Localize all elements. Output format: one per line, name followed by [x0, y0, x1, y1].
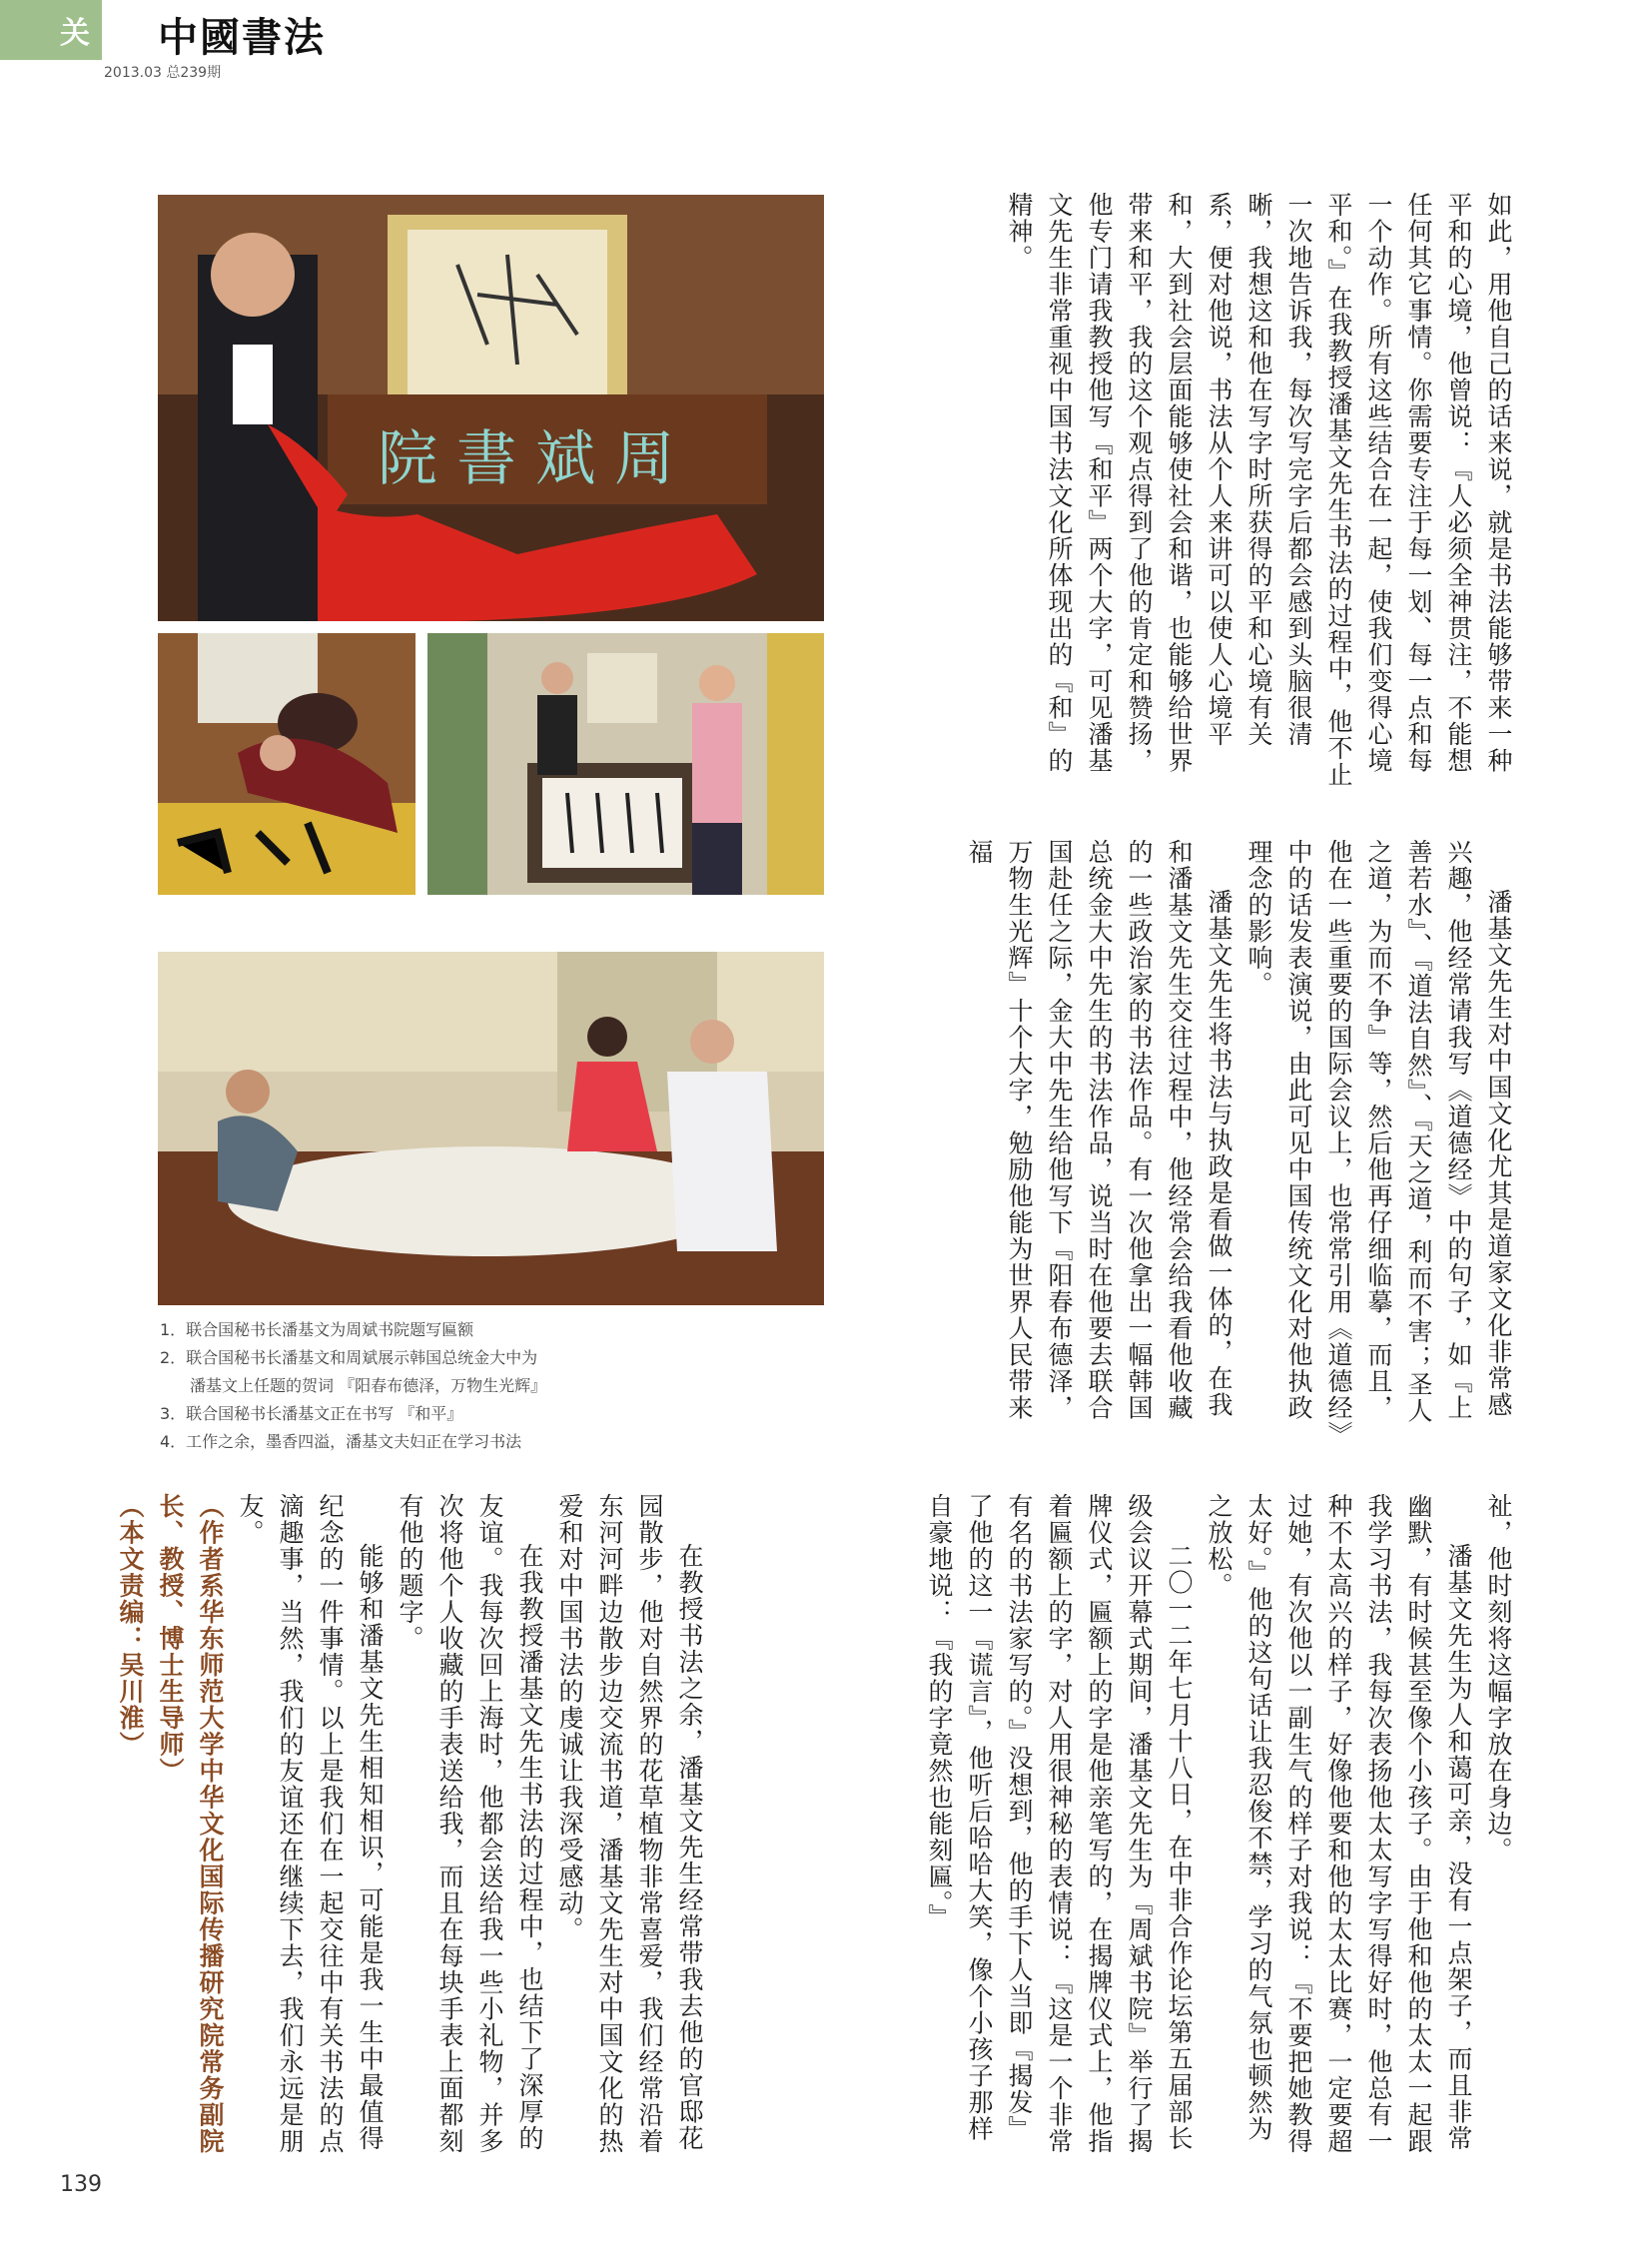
- caption-3: 3．联合国秘书长潘基文正在书写 『和平』: [160, 1404, 463, 1423]
- paragraph: 二〇一二年七月十八日，在中非合作论坛第五届部长级会议开幕式期间，潘基文先生为『周斌书院』举行了揭牌仪式，匾额上的字是他亲笔写的，在揭牌仪式上，他指着匾额上的字，对人用很神秘的表情说：『这是一个非常有名的书法家写的。』没想到，他的手下人当即『揭发』了他的这一『谎言』，他听后哈哈大笑，像个小孩子那样自豪地说：『我的字竟然也能刻匾。』: [925, 1493, 1194, 2155]
- photo-presenting: [427, 633, 824, 895]
- editor-note: （本文责编：吴川淮）: [116, 1493, 145, 1758]
- svg-text:院 書 斌 周: 院 書 斌 周: [378, 424, 675, 494]
- photo-practice: [158, 952, 824, 1305]
- caption-1: 1．联合国秘书长潘基文为周斌书院题写匾额: [160, 1320, 474, 1339]
- caption-2-cont: 潘基文上任题的贺词 『阳春布德泽，万物生光辉』: [190, 1376, 547, 1395]
- caption-4: 4．工作之余，墨香四溢，潘基文夫妇正在学习书法: [160, 1432, 522, 1451]
- page-number: 139: [60, 2172, 102, 2197]
- caption-2: 2．联合国秘书长潘基文和周斌展示韩国总统金大中为: [160, 1348, 538, 1367]
- paragraph: 潘基文先生为人和蔼可亲，没有一点架子，而且非常幽默，有时候甚至像个小孩子。由于他和他的太太一起跟我学习书法，我每次表扬他太太写字写得好时，他总有一种不太高兴的样子，好像他要和他的太太比赛，一定要超过她，有次他以一副生气的样子对我说：『不要把她教得太好。』他的这句话让我忍俊不禁，学习的气氛也顿然为之放松。: [1205, 1493, 1473, 2155]
- section-label: 关注: [60, 16, 92, 95]
- magazine-logo: 中國書法: [158, 14, 326, 61]
- photo-practice-image: [158, 952, 824, 1305]
- paragraph: 在教授书法之余，潘基文先生经常带我去他的官邸花园散步，他对自然界的花草植物非常喜爱，我们经常沿着东河河畔边散步边交流书道，潘基文先生对中国文化的热爱和对中国书法的虔诚让我深受感动。: [555, 1493, 704, 2155]
- photo-unveiling: [158, 195, 824, 621]
- article-block-lower-right: [839, 1493, 1518, 2167]
- section-tab: [0, 0, 102, 95]
- article-block-upper-right: [957, 192, 1518, 793]
- photo-unveiling-image: [158, 195, 824, 621]
- article-block-lower-left: [116, 1493, 709, 2167]
- author-note: （作者系华东师范大学中华文化国际传播研究院常务副院长、教授、博士生导师）: [156, 1493, 225, 2155]
- paragraph: 祉，他时刻将这幅字放在身边。: [1484, 1493, 1513, 1864]
- photo-writing-image: [158, 633, 415, 895]
- issue-info: 2013.03 总239期: [104, 65, 222, 81]
- paragraph: 在我教授潘基文先生书法的过程中，也结下了深厚的友谊。我每次回上海时，他都会送给我一些小礼物，并多次将他个人收藏的手表送给我，而且在每块手表上面都刻有他的题字。: [396, 1493, 544, 2155]
- paragraph: 潘基文先生将书法与执政是看做一体的，在我和潘基文先生交往过程中，他经常会给我看他收藏的一些政治家的书法作品。有一次他拿出一幅韩国总统金大中先生的书法作品，说当时在他要去联合国赴任之际，金大中先生给他写下『阳春布德泽，万物生光辉』十个大字，勉励他能为世界人民带来福: [965, 839, 1234, 1421]
- photo-captions: [160, 1316, 546, 1456]
- paragraph: 如此，用他自己的话来说，就是书法能够带来一种平和的心境，他曾说：『人必须全神贯注，不能想任何其它事情。你需要专注于每一划、每一点和每一个动作。所有这些结合在一起，使我们变得心境平和。』在我教授潘基文先生书法的过程中，他不止一次地告诉我，每次写完字后都会感到头脑很清晰，我想这和他在写字时所获得的平和心境有关系，便对他说，书法从个人来讲可以使人心境平和，大到社会层面能够使社会和谐，也能够给世界带来和平，我的这个观点得到了他的肯定和赞扬，他专门请我教授他写『和平』两个大字，可见潘基文先生非常重视中国书法文化所体现出的『和』的精神。: [1005, 192, 1513, 788]
- paragraph: 潘基文先生对中国文化尤其是道家文化非常感兴趣，他经常请我写《道德经》中的句子，如『上善若水』、『道法自然』、『天之道，利而不害；圣人之道，为而不争』等，然后他再仔细临摹，而且，他在一些重要的国际会议上，也常常引用《道德经》中的话发表演说，由此可见中国传统文化对他执政理念的影响。: [1244, 839, 1513, 1435]
- article-block-upper-left-col: [957, 839, 1518, 1438]
- paragraph: 能够和潘基文先生相知相识，可能是我一生中最值得纪念的一件事情。以上是我们在一起交往中有关书法的点滴趣事，当然，我们的友谊还在继续下去，我们永远是朋友。: [236, 1493, 385, 2155]
- photo-writing: [158, 633, 415, 895]
- photo-presenting-image: [427, 633, 824, 895]
